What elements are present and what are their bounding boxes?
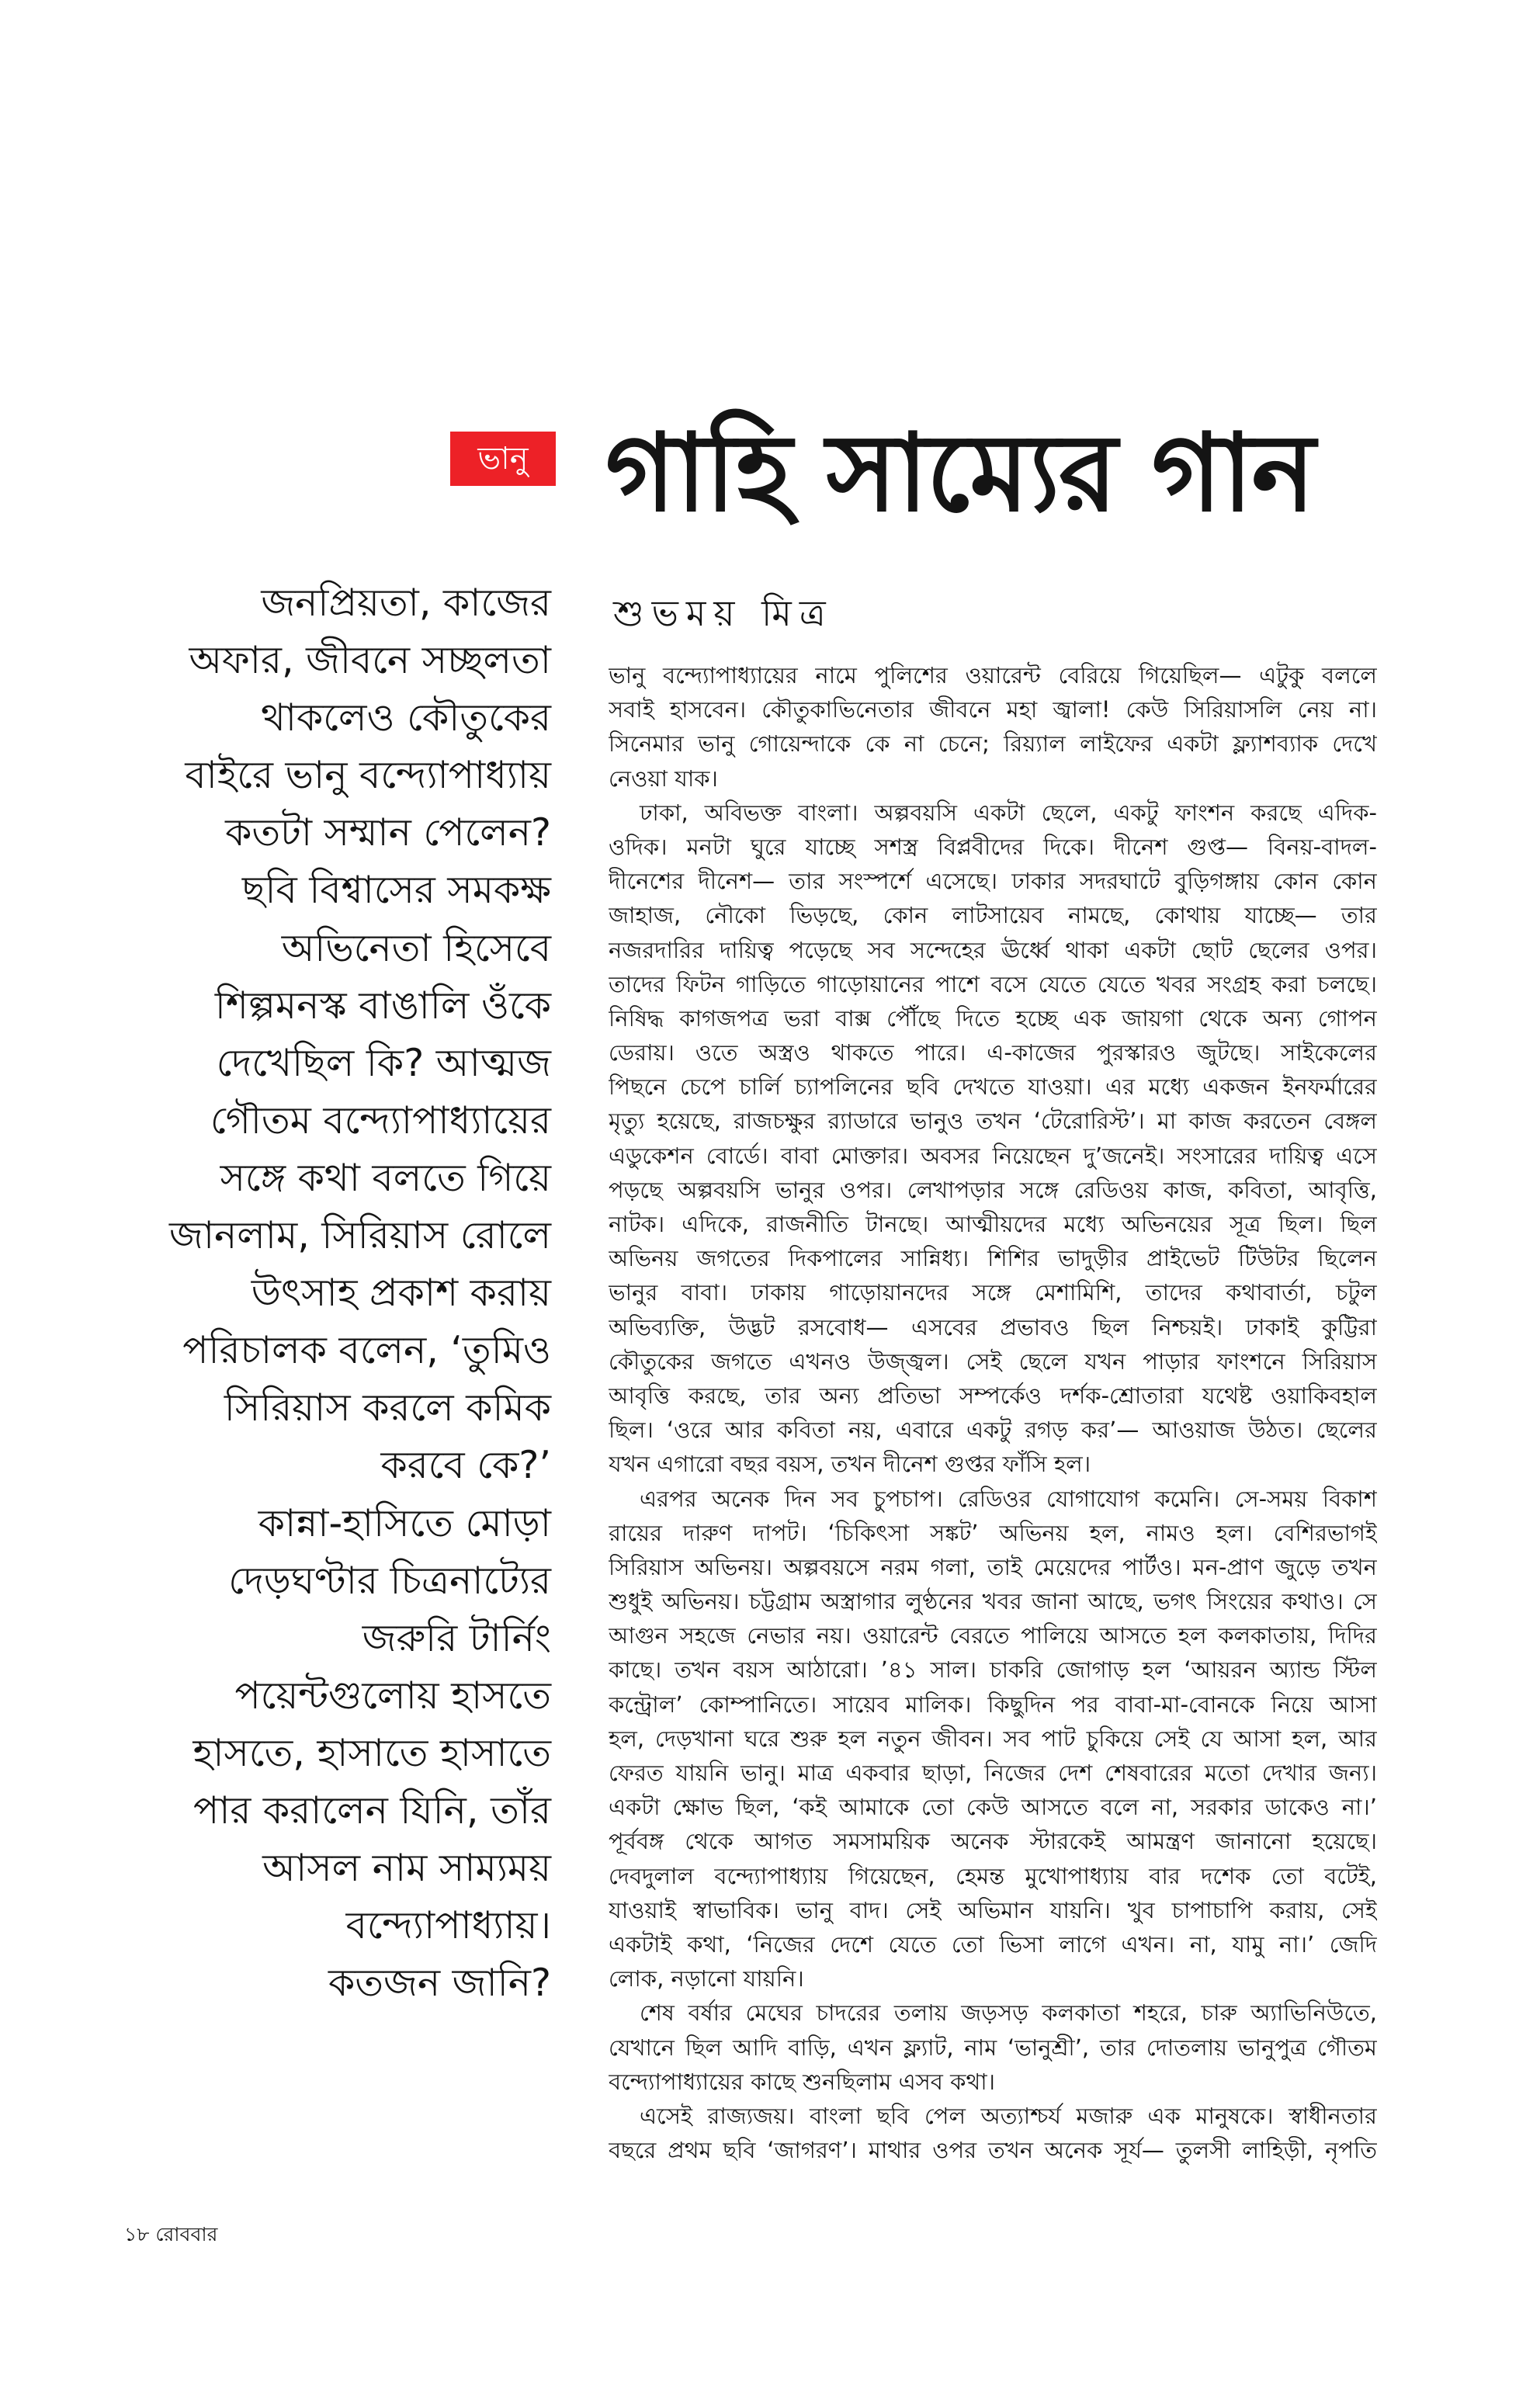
body-text-line: কাছে। তখন বয়স আঠারো। ’৪১ সাল। চাকরি জোগাড় হল ‘আয়রন অ্যান্ড স্টিল <box>609 1656 1377 1684</box>
pull-quote-line: কতটা সম্মান পেলেন? <box>225 810 551 855</box>
body-text-line: একটাই কথা, ‘নিজের দেশে যেতে তো ভিসা লাগে এখন। না, যামু না।’ জেদি <box>609 1930 1377 1958</box>
body-text-line: ছিল। ‘ওরে আর কবিতা নয়, এবারে একটু রগড় কর’— আওয়াজ উঠত। ছেলের <box>609 1417 1377 1444</box>
pull-quote-line: অভিনেতা হিসেবে <box>281 925 551 970</box>
body-text-line: পিছনে চেপে চার্লি চ্যাপলিনের ছবি দেখতে যাওয়া। এর মধ্যে একজন ইনফর্মারের <box>609 1073 1377 1101</box>
pull-quote-line: সিরিয়াস করলে কমিক <box>224 1386 551 1431</box>
body-text-line: ডেরায়। ওতে অস্ত্রও থাকতে পারে। এ-কাজের পুরস্কারও জুটছে। সাইকেলের <box>609 1039 1377 1066</box>
pull-quote-line: দেখেছিল কি? আত্মজ <box>216 1040 551 1085</box>
section-tag: ভানু <box>450 432 556 486</box>
pull-quote-line: উৎসাহ প্রকাশ করায় <box>251 1271 551 1316</box>
pull-quote-line: শিল্পমনস্ক বাঙালি ওঁকে <box>214 983 551 1028</box>
body-text-line: শুধুই অভিনয়। চট্টগ্রাম অস্ত্রাগার লুণ্ঠনের খবর জানা আছে, ভগৎ সিংয়ের কথাও। সে <box>609 1588 1377 1615</box>
body-text-line: ফেরত যায়নি ভানু। মাত্র একবার ছাড়া, নিজের দেশ শেষবারের মতো দেখার জন্য। <box>609 1760 1377 1786</box>
body-text-line: আবৃত্তি করছে, তার অন্য প্রতিভা সম্পর্কেও দর্শক-শ্রোতারা যথেষ্ট ওয়াকিবহাল <box>609 1382 1377 1409</box>
pull-quote-line: কান্না-হাসিতে মোড়া <box>258 1500 551 1545</box>
paragraph <box>609 796 1377 1482</box>
body-text-line: আগুন সহজে নেভার নয়। ওয়ারেন্ট বেরতে পালিয়ে আসতে হল কলকাতায়, দিদির <box>609 1622 1377 1649</box>
body-text-line: দেবদুলাল বন্দ্যোপাধ্যায় গিয়েছেন, হেমন্ত মুখোপাধ্যায় বার দশেক তো বটেই, <box>609 1862 1377 1889</box>
pull-quote-line: আসল নাম সাম্যময় <box>262 1846 551 1891</box>
body-text-line: দীনেশের দীনেশ— তার সংস্পর্শে এসেছে। ঢাকার সদরঘাটে বুড়িগঙ্গায় কোন কোন <box>609 868 1377 895</box>
body-text-line: এডুকেশন বোর্ডে। বাবা মোক্তার। অবসর নিয়েছেন দু’জনেই। সংসারের দায়িত্ব এসে <box>609 1142 1377 1169</box>
pull-quote-line: হাসতে, হাসাতে হাসাতে <box>192 1730 551 1775</box>
body-text-line: ঢাকা, অবিভক্ত বাংলা। অল্পবয়সি একটা ছেলে, একটু ফাংশন করছে এদিক- <box>640 799 1377 826</box>
body-text-line: নজরদারির দায়িত্ব পড়েছে সব সন্দেহের ঊর্ধ্বে থাকা একটা ছোট ছেলের ওপর। <box>609 936 1377 963</box>
body-text-line: ভানু বন্দ্যোপাধ্যায়ের নামে পুলিশের ওয়ারেন্ট বেরিয়ে গিয়েছিল— এটুকু বললে <box>609 662 1377 688</box>
body-text-line: বছরে প্রথম ছবি ‘জাগরণ’। মাথার ওপর তখন অনেক সূর্য— তুলসী লাহিড়ী, নৃপতি <box>609 2137 1377 2164</box>
paragraph <box>609 2099 1377 2167</box>
magazine-name: রোববার <box>155 2223 218 2246</box>
pull-quote-line: বন্দ্যোপাধ্যায়। <box>345 1903 551 1948</box>
body-text-line: নেওয়া যাক। <box>609 765 718 792</box>
pull-quote-line: জরুরি টার্নিং <box>362 1615 551 1660</box>
pull-quote-line: গৌতম বন্দ্যোপাধ্যায়ের <box>210 1098 551 1143</box>
body-text-line: যখন এগারো বছর বয়স, তখন দীনেশ গুপ্তর ফাঁসি হল। <box>609 1451 1091 1478</box>
body-text-line: যাওয়াই স্বাভাবিক। ভানু বাদ। সেই অভিমান যায়নি। খুব চাপাচাপি করায়, সেই <box>609 1896 1377 1923</box>
body-text-line: শেষ বর্ষার মেঘের চাদরের তলায় জড়সড় কলকাতা শহরে, চারু অ্যাভিনিউতে, <box>640 1999 1377 2027</box>
pull-quote-line: পয়েন্টগুলোয় হাসতে <box>234 1673 551 1718</box>
pull-quote-line: থাকলেও কৌতুকের <box>261 695 551 740</box>
body-text-line: ভানুর বাবা। ঢাকায় গাড়োয়ানদের সঙ্গে মেশামিশি, তাদের কথাবার্তা, চটুল <box>609 1279 1377 1306</box>
pull-quote-line: দেড়ঘণ্টার চিত্রনাট্যের <box>228 1558 551 1603</box>
pull-quote-line: ছবি বিশ্বাসের সমকক্ষ <box>241 868 551 913</box>
body-text-line: মৃত্যু হয়েছে, রাজচক্ষুর র‍্যাডারে ভানুও তখন ‘টেরোরিস্ট’। মা কাজ করতেন বেঙ্গল <box>609 1108 1377 1135</box>
body-text-line: যেখানে ছিল আদি বাড়ি, এখন ফ্ল্যাট, নাম ‘ভানুশ্রী’, তার দোতলায় ভানুপুত্র গৌতম <box>609 2034 1377 2061</box>
page-number: ১৮ <box>124 2223 150 2246</box>
body-text-line: সিনেমার ভানু গোয়েন্দাকে কে না চেনে; রিয়্যাল লাইফের একটা ফ্ল্যাশব্যাক দেখে <box>609 730 1377 758</box>
body-text-line: কৌতুকের জগতে এখনও উজ্জ্বল। সেই ছেলে যখন পাড়ার ফাংশনে সিরিয়াস <box>609 1347 1377 1375</box>
body-text-line: নিষিদ্ধ কাগজপত্র ভরা বাক্স পৌঁছে দিতে হচ্ছে এক জায়গা থেকে অন্য গোপন <box>609 1004 1377 1032</box>
body-text-line: কন্ট্রোল’ কোম্পানিতে। সায়েব মালিক। কিছুদিন পর বাবা-মা-বোনকে নিয়ে আসা <box>609 1691 1377 1718</box>
body-text-line: লোক, নড়ানো যায়নি। <box>609 1965 804 1992</box>
body-text-line: নাটক। এদিকে, রাজনীতি টানছে। আত্মীয়দের মধ্যে অভিনয়ের সূত্র ছিল। ছিল <box>609 1211 1377 1237</box>
body-text-line: পড়ছে অল্পবয়সি ভানুর ওপর। লেখাপড়ার সঙ্গে রেডিওয় কাজ, কবিতা, আবৃত্তি, <box>609 1176 1377 1203</box>
body-text-line: সিরিয়াস অভিনয়। অল্পবয়সে নরম গলা, তাই মেয়েদের পার্টও। মন-প্রাণ জুড়ে তখন <box>609 1553 1377 1580</box>
body-text-line: একটা ক্ষোভ ছিল, ‘কই আমাকে তো কেউ আসতে বলে না, সরকার ডাকেও না।’ <box>609 1794 1377 1821</box>
article-title: গাহি সাম্যের গান <box>605 411 1314 536</box>
body-text-line: এরপর অনেক দিন সব চুপচাপ। রেডিওর যোগাযোগ কমেনি। সে-সময় বিকাশ <box>640 1485 1377 1512</box>
article-body <box>609 658 1377 2167</box>
paragraph <box>609 1482 1377 1996</box>
body-text-line: অভিনয় জগতের দিকপালের সান্নিধ্য। শিশির ভাদুড়ীর প্রাইভেট টিউটর ছিলেন <box>609 1245 1377 1272</box>
body-text-line: অভিব্যক্তি, উদ্ভট রসবোধ— এসবের প্রভাবও ছিল নিশ্চয়ই। ঢাকাই কুট্টিরা <box>609 1313 1377 1340</box>
body-text-line: হল, দেড়খানা ঘরে শুরু হল নতুন জীবন। সব পাট চুকিয়ে সেই যে আসা হল, আর <box>609 1725 1377 1752</box>
pull-quote-line: পরিচালক বলেন, ‘তুমিও <box>182 1328 551 1373</box>
author-byline: শুভময় মিত্র <box>613 592 834 634</box>
body-text-line: সবাই হাসবেন। কৌতুকাভিনেতার জীবনে মহা জ্বালা! কেউ সিরিয়াসলি নেয় না। <box>609 696 1377 723</box>
pull-quote-line: অফার, জীবনে সচ্ছলতা <box>189 638 551 683</box>
pull-quote <box>116 574 551 2012</box>
paragraph <box>609 1996 1377 2099</box>
body-text-line: ওদিক। মনটা ঘুরে যাচ্ছে সশস্ত্র বিপ্লবীদের দিকে। দীনেশ গুপ্ত— বিনয়-বাদল- <box>609 833 1377 860</box>
body-text-line: এসেই রাজ্যজয়। বাংলা ছবি পেল অত্যাশ্চর্য মজারু এক মানুষকে। স্বাধীনতার <box>640 2102 1377 2129</box>
body-text-line: বন্দ্যোপাধ্যায়ের কাছে শুনছিলাম এসব কথা। <box>609 2068 996 2095</box>
paragraph <box>609 658 1377 796</box>
pull-quote-line: জনপ্রিয়তা, কাজের <box>261 581 551 625</box>
body-text-line: পূর্ববঙ্গ থেকে আগত সমসাময়িক অনেক স্টারকেই আমন্ত্রণ জানানো হয়েছে। <box>609 1828 1377 1855</box>
pull-quote-line: সঙ্গে কথা বলতে গিয়ে <box>220 1155 551 1200</box>
pull-quote-line: জানলাম, সিরিয়াস রোলে <box>169 1213 551 1258</box>
page-footer <box>124 2221 217 2248</box>
pull-quote-line: কতজন জানি? <box>328 1961 551 2006</box>
pull-quote-line: পার করালেন যিনি, তাঁর <box>192 1788 551 1833</box>
pull-quote-line: বাইরে ভানু বন্দ্যোপাধ্যায় <box>185 753 551 798</box>
body-text-line: রায়ের দারুণ দাপট। ‘চিকিৎসা সঙ্কট’ অভিনয় হল, নামও হল। বেশিরভাগই <box>609 1519 1377 1546</box>
pull-quote-line: করবে কে?’ <box>380 1443 551 1488</box>
body-text-line: জাহাজ, নৌকো ভিড়ছে, কোন লাটসায়েব নামছে, কোথায় যাচ্ছে— তার <box>609 902 1377 929</box>
body-text-line: তাদের ফিটন গাড়িতে গাড়োয়ানের পাশে বসে যেতে যেতে খবর সংগ্রহ করা চলছে। <box>609 970 1377 997</box>
